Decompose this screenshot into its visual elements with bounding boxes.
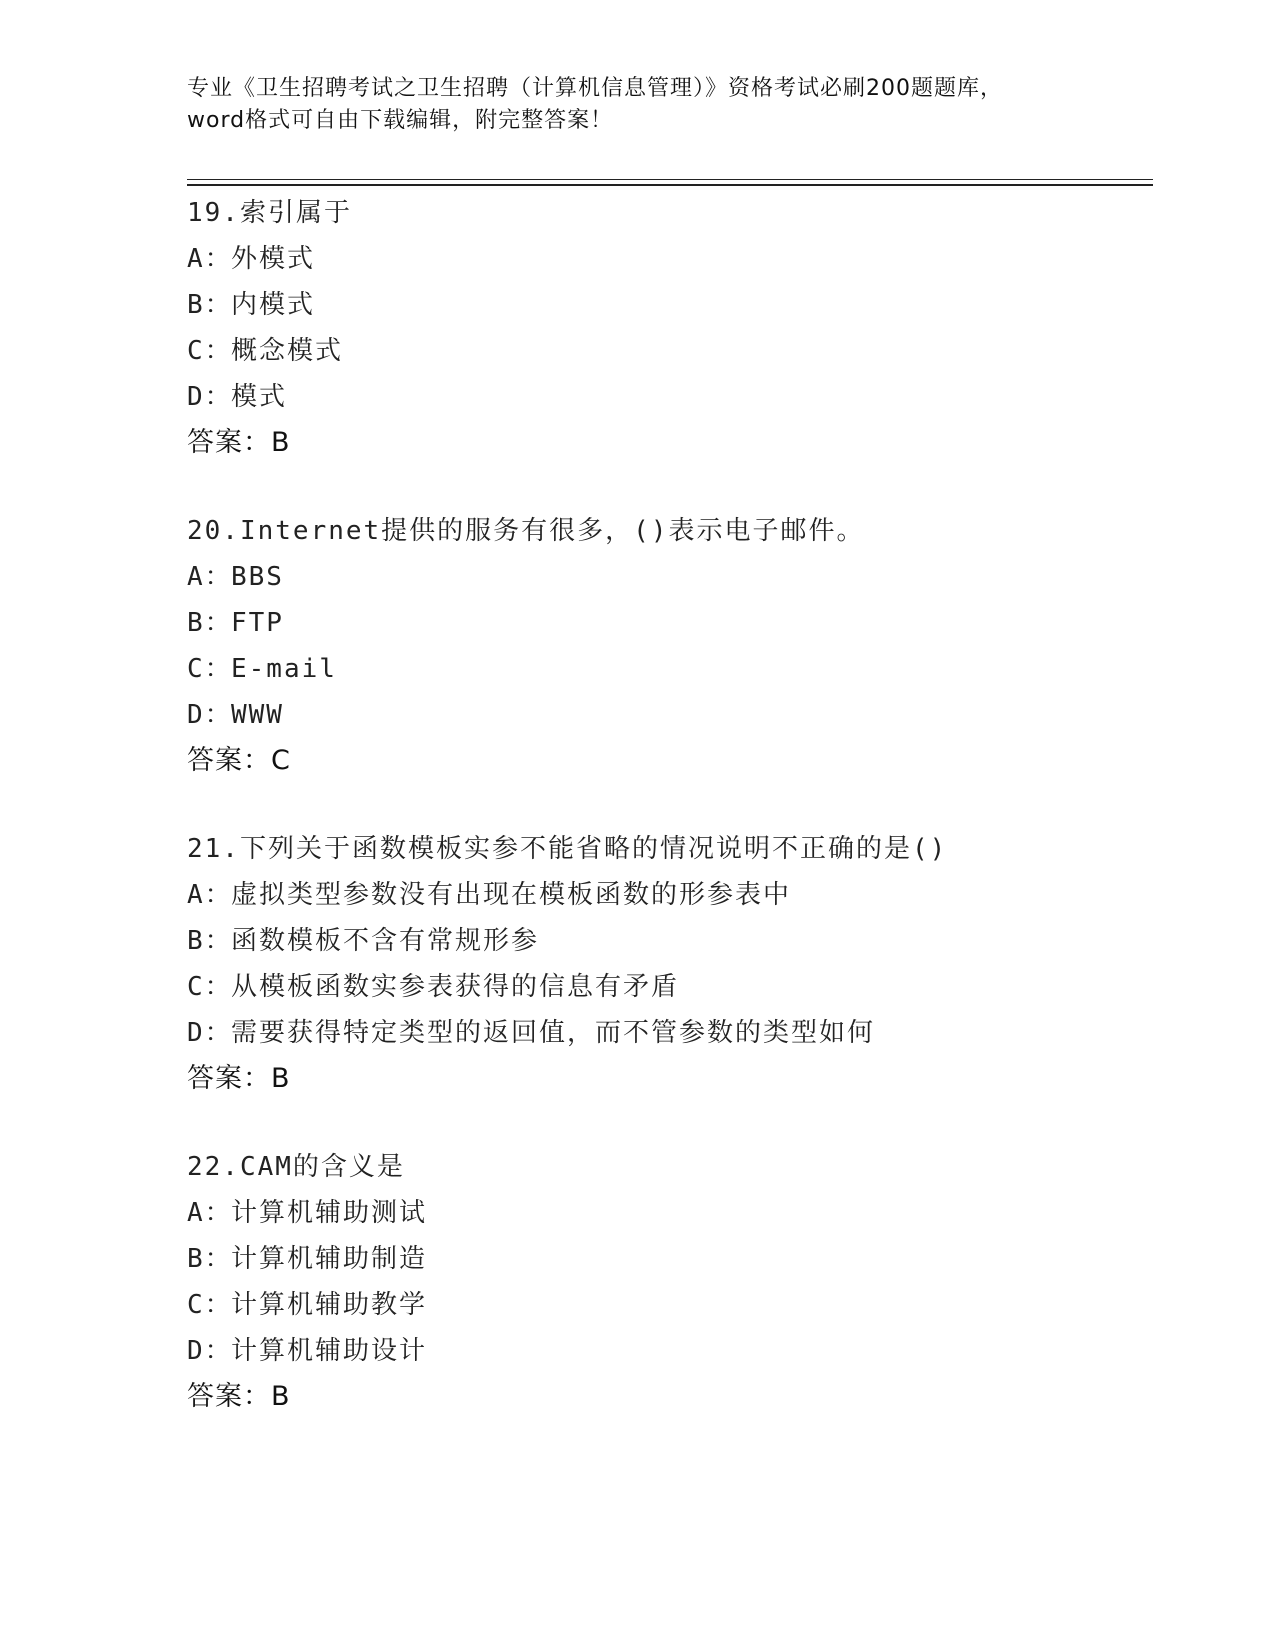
option-text: E-mail (231, 654, 337, 684)
option-text: 计算机辅助教学 (231, 1290, 428, 1320)
header-line-1: 专业《卫生招聘考试之卫生招聘（计算机信息管理）》资格考试必刷200题题库， (187, 76, 1003, 101)
option-text: 计算机辅助测试 (231, 1198, 428, 1228)
option-key: D： (187, 1018, 233, 1048)
option-text: 从模板函数实参表获得的信息有矛盾 (231, 972, 680, 1002)
option-text: FTP (231, 608, 284, 638)
option-key: D： (187, 700, 233, 730)
document-header (187, 73, 1087, 137)
option-c (187, 646, 1153, 692)
option-key: B： (187, 926, 233, 956)
answer-line: 答案：B (187, 427, 291, 458)
option-key: A： (187, 1198, 233, 1228)
option-key: D： (187, 1336, 233, 1366)
answer-line: 答案：B (187, 1063, 291, 1094)
header-divider-thin (187, 179, 1153, 180)
answer-line: 答案：B (187, 1381, 291, 1412)
option-text: 虚拟类型参数没有出现在模板函数的形参表中 (231, 880, 792, 910)
option-key: A： (187, 244, 233, 274)
question-19 (187, 190, 1153, 466)
option-key: B： (187, 608, 233, 638)
question-stem: 19.索引属于 (187, 198, 352, 228)
option-b (187, 1236, 1153, 1282)
option-text: 模式 (231, 382, 288, 412)
option-b (187, 282, 1153, 328)
option-text: 内模式 (231, 290, 316, 320)
option-d (187, 1328, 1153, 1374)
option-key: C： (187, 336, 233, 366)
option-key: C： (187, 654, 233, 684)
option-text: WWW (231, 700, 284, 730)
option-text: 概念模式 (231, 336, 344, 366)
question-stem: 21.下列关于函数模板实参不能省略的情况说明不正确的是() (187, 834, 948, 864)
option-d (187, 692, 1153, 738)
option-key: B： (187, 1244, 233, 1274)
option-key: C： (187, 1290, 233, 1320)
option-d (187, 374, 1153, 420)
question-stem: 22.CAM的含义是 (187, 1152, 405, 1182)
option-c (187, 1282, 1153, 1328)
option-key: A： (187, 880, 233, 910)
header-line-2: word格式可自由下载编辑，附完整答案！ (187, 108, 614, 133)
option-a (187, 236, 1153, 282)
header-divider-thick (187, 184, 1153, 186)
option-c (187, 328, 1153, 374)
option-key: B： (187, 290, 233, 320)
option-key: A： (187, 562, 233, 592)
option-a (187, 1190, 1153, 1236)
question-20 (187, 508, 1153, 784)
option-c (187, 964, 1153, 1010)
answer-line: 答案：C (187, 745, 291, 776)
option-key: C： (187, 972, 233, 1002)
option-text: BBS (231, 562, 284, 592)
question-list (187, 190, 1153, 1462)
option-text: 需要获得特定类型的返回值，而不管参数的类型如何 (231, 1018, 876, 1048)
option-a (187, 554, 1153, 600)
question-22 (187, 1144, 1153, 1420)
option-text: 计算机辅助设计 (231, 1336, 428, 1366)
option-text: 函数模板不含有常规形参 (231, 926, 540, 956)
option-b (187, 918, 1153, 964)
question-21 (187, 826, 1153, 1102)
option-text: 计算机辅助制造 (231, 1244, 428, 1274)
option-d (187, 1010, 1153, 1056)
option-b (187, 600, 1153, 646)
question-stem: 20.Internet提供的服务有很多，()表示电子邮件。 (187, 516, 865, 546)
option-a (187, 872, 1153, 918)
option-key: D： (187, 382, 233, 412)
option-text: 外模式 (231, 244, 316, 274)
